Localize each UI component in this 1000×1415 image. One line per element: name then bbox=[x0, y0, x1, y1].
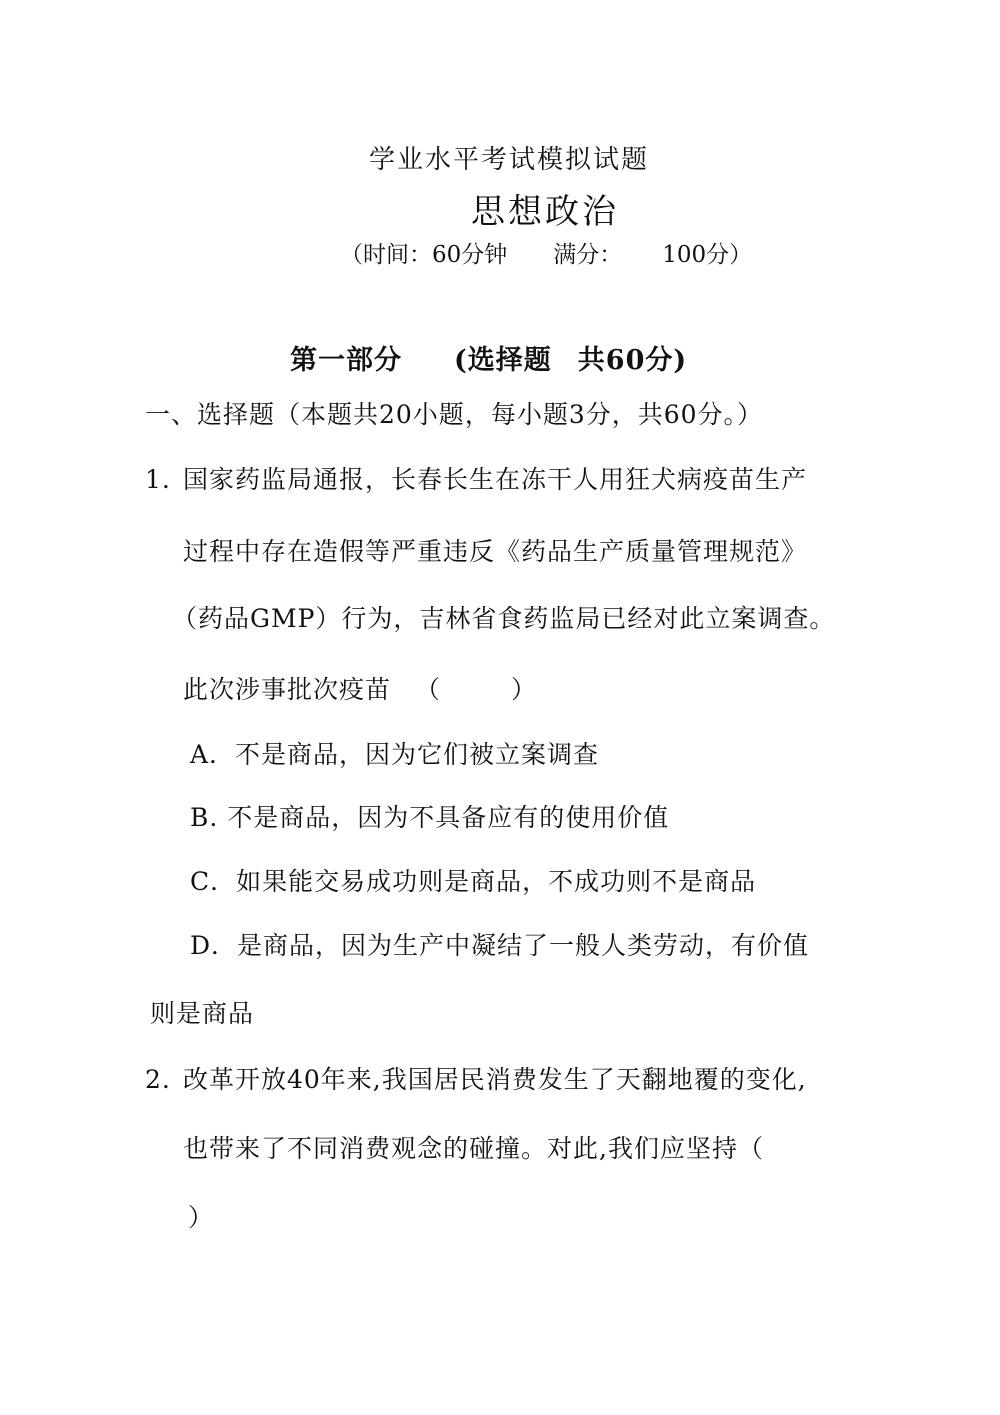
question-1-number: 1. bbox=[145, 465, 171, 494]
question-1-text-4: 此次涉事批次疫苗 bbox=[183, 675, 392, 704]
question-1-option-d: D．是商品，因为生产中凝结了一般人类劳动，有价值 bbox=[190, 931, 810, 960]
question-1-option-d-continuation: 则是商品 bbox=[150, 999, 255, 1028]
section-intro: 一、选择题（本题共20小题，每小题3分，共60分。） bbox=[145, 400, 764, 429]
score-label: 满分： bbox=[553, 242, 623, 268]
question-1-option-c: C．如果能交易成功则是商品，不成功则不是商品 bbox=[190, 867, 757, 896]
question-1-text-1: 国家药监局通报，长春长生在冻干人用狂犬病疫苗生产 bbox=[183, 465, 808, 494]
question-2-line-2: 也带来了不同消费观念的碰撞。对此,我们应坚持（ bbox=[183, 1134, 764, 1163]
question-1-line-4 bbox=[183, 674, 537, 706]
question-1-option-b: B. 不是商品，因为不具备应有的使用价值 bbox=[190, 803, 670, 832]
question-1-line-3: （药品GMP）行为，吉林省食药监局已经对此立案调查。 bbox=[172, 604, 836, 633]
question-2-line-1 bbox=[145, 1064, 807, 1096]
time-label: （时间：60分钟 bbox=[340, 242, 508, 268]
subject-title: 思想政治 bbox=[471, 192, 619, 232]
part-heading bbox=[290, 343, 687, 379]
question-1-line-1 bbox=[145, 464, 807, 496]
exam-title: 学业水平考试模拟试题 bbox=[368, 145, 649, 175]
score-value: 100分） bbox=[662, 242, 753, 268]
part-title: 第一部分 bbox=[290, 345, 402, 376]
question-2-number: 2. bbox=[145, 1065, 171, 1094]
part-detail-type: (选择题 bbox=[454, 345, 552, 376]
question-2-text-1: 改革开放40年来,我国居民消费发生了天翻地覆的变化, bbox=[183, 1065, 807, 1094]
answer-blank-open: （ bbox=[415, 675, 442, 704]
question-1-line-2: 过程中存在造假等严重违反《药品生产质量管理规范》 bbox=[183, 537, 808, 566]
answer-blank-close: ） bbox=[511, 675, 538, 704]
question-1-option-a: A．不是商品，因为它们被立案调查 bbox=[190, 740, 600, 769]
part-detail-score: 共60分) bbox=[577, 345, 688, 376]
question-2-line-3: ） bbox=[188, 1203, 215, 1232]
exam-info bbox=[340, 240, 752, 270]
